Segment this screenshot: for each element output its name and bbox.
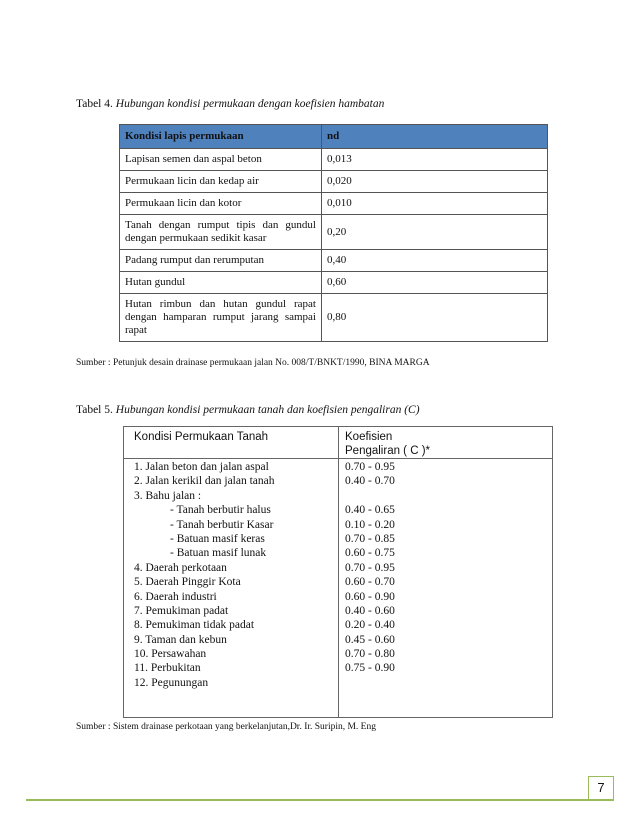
list-item-value: 0.40 - 0.60 [345, 604, 395, 617]
list-item: 7. Pemukiman padat [134, 604, 229, 617]
list-item-value: 0.40 - 0.70 [345, 475, 395, 488]
list-item-value [345, 489, 545, 503]
list-item-value: 0.60 - 0.70 [345, 576, 395, 589]
list-item-value: 0.70 - 0.85 [345, 532, 395, 545]
table4-cell-nd: 0,20 [322, 215, 548, 250]
list-item: 8. Pemukiman tidak padat [134, 619, 255, 632]
table5-coefficient-column [345, 460, 545, 690]
table4-cell-nd: 0,020 [322, 171, 548, 193]
table5-column-divider [338, 427, 339, 717]
table5-header-coefficient [345, 430, 430, 458]
list-item-value: 0.45 - 0.60 [345, 633, 395, 646]
table4-cell-condition: Tanah dengan rumput tipis dan gundul dengan permukaan sedikit kasar [120, 215, 322, 250]
list-item-value: 0.70 - 0.95 [345, 461, 395, 473]
table-row [120, 149, 548, 171]
table4-cell-condition: Padang rumput dan rerumputan [120, 250, 322, 272]
table5-caption [76, 404, 420, 416]
table4-cell-nd: 0,80 [322, 294, 548, 342]
list-item: 2. Jalan kerikil dan jalan tanah [134, 475, 275, 488]
table4-header-row [120, 125, 548, 149]
table4-header-condition: Kondisi lapis permukaan [120, 125, 322, 149]
list-item: 3. Bahu jalan : [134, 489, 202, 502]
table-row [120, 193, 548, 215]
table4-caption-text: Hubungan kondisi permukaan dengan koefisien hambatan [115, 98, 385, 110]
list-item: 5. Daerah Pinggir Kota [134, 576, 241, 589]
table5-header-coefficient-line2: Pengaliran ( C )* [345, 445, 431, 457]
list-item-value: 0.40 - 0.65 [345, 504, 395, 517]
list-item: 12. Pegunungan [134, 676, 209, 689]
list-item: - Batuan masif keras [170, 532, 265, 545]
page-number: 7 [588, 776, 614, 800]
table4-cell-condition: Hutan rimbun dan hutan gundul rapat dengan hamparan rumput jarang sampai rapat [120, 294, 322, 342]
list-item: 1. Jalan beton dan jalan aspal [134, 461, 269, 473]
table4-cell-nd: 0,40 [322, 250, 548, 272]
list-item: - Batuan masif lunak [170, 547, 267, 560]
table4-cell-nd: 0,010 [322, 193, 548, 215]
table4-cell-condition: Hutan gundul [120, 272, 322, 294]
list-item-value: 0.70 - 0.80 [345, 648, 395, 661]
list-item-value [345, 676, 545, 690]
table5-header-condition: Kondisi Permukaan Tanah [134, 431, 269, 443]
table5 [123, 426, 553, 718]
table5-source: Sumber : Sistem drainase perkotaan yang berkelanjutan,Dr. Ir. Suripin, M. Eng [76, 722, 376, 732]
list-item-value: 0.20 - 0.40 [345, 619, 395, 632]
list-item: - Tanah berbutir halus [170, 504, 271, 517]
list-item: 4. Daerah perkotaan [134, 561, 227, 574]
list-item: 11. Perbukitan [134, 662, 201, 675]
table-row [120, 215, 548, 250]
list-item-value: 0.10 - 0.20 [345, 518, 395, 531]
table4-header-nd: nd [322, 125, 548, 149]
list-item-value: 0.60 - 0.75 [345, 547, 395, 560]
table5-header-coefficient-line1: Koefisien [345, 431, 393, 443]
list-item-value: 0.60 - 0.90 [345, 590, 395, 603]
table5-condition-column [134, 460, 334, 690]
table-row [120, 294, 548, 342]
table-row [120, 250, 548, 272]
table4-source: Sumber : Petunjuk desain drainase permukaan jalan No. 008/T/BNKT/1990, BINA MARGA [76, 358, 430, 368]
list-item-value: 0.70 - 0.95 [345, 561, 395, 574]
table4-cell-nd: 0,60 [322, 272, 548, 294]
list-item: - Tanah berbutir Kasar [170, 518, 274, 531]
table4-cell-condition: Permukaan licin dan kotor [120, 193, 322, 215]
table5-caption-text: Hubungan kondisi permukaan tanah dan koefisien pengaliran (C) [115, 404, 420, 416]
page-footer-line [26, 799, 614, 801]
table5-caption-number: Tabel 5. [76, 404, 113, 416]
table-row [120, 171, 548, 193]
table4-cell-condition: Permukaan licin dan kedap air [120, 171, 322, 193]
list-item: 6. Daerah industri [134, 590, 217, 603]
table-row [120, 272, 548, 294]
table4-caption [76, 98, 384, 110]
list-item: 10. Persawahan [134, 648, 207, 661]
list-item-value: 0.75 - 0.90 [345, 662, 395, 675]
table4-cell-condition: Lapisan semen dan aspal beton [120, 149, 322, 171]
table4-caption-number: Tabel 4. [76, 98, 113, 110]
table4-cell-nd: 0,013 [322, 149, 548, 171]
table4 [119, 124, 548, 342]
list-item: 9. Taman dan kebun [134, 633, 227, 646]
